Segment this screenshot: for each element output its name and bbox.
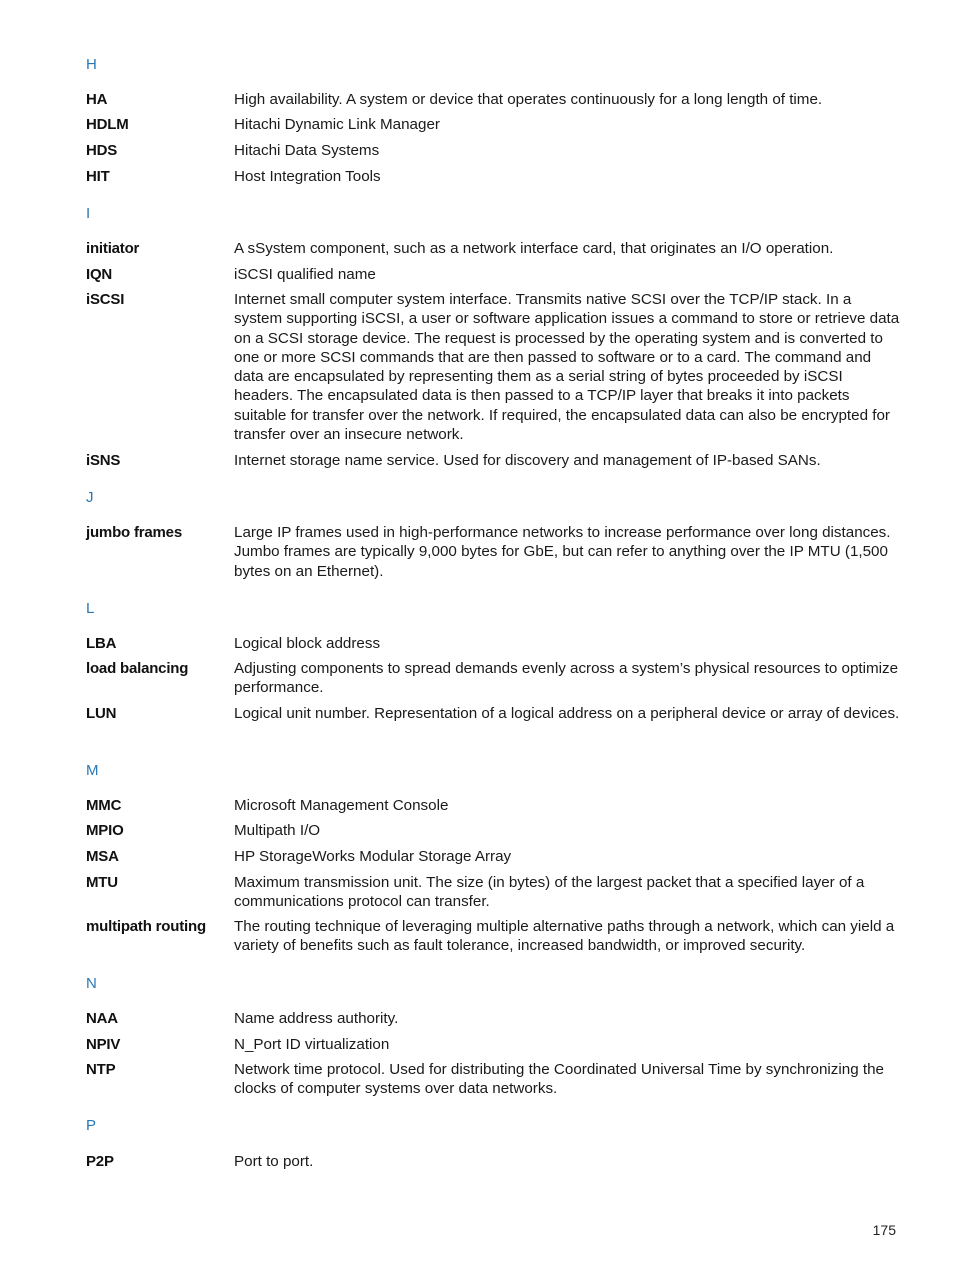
glossary-definition: Adjusting components to spread demands evenly across a system’s physical resources to optimize performance.: [234, 660, 899, 697]
glossary-term: iSNS: [86, 452, 121, 469]
page-number: 175: [872, 1222, 896, 1238]
glossary-definition: Internet storage name service. Used for discovery and management of IP-based SANs.: [234, 452, 821, 469]
glossary-definition: Microsoft Management Console: [234, 797, 449, 814]
glossary-definition: N_Port ID virtualization: [234, 1036, 390, 1053]
glossary-term: LBA: [86, 635, 117, 652]
section-letter-p: P: [86, 1117, 97, 1134]
glossary-term: MMC: [86, 797, 122, 814]
glossary-definition: A sSystem component, such as a network interface card, that originates an I/O operation.: [234, 240, 834, 257]
glossary-term: multipath routing: [86, 918, 206, 935]
glossary-term: iSCSI: [86, 291, 125, 308]
glossary-term: HA: [86, 91, 108, 108]
glossary-term: NTP: [86, 1061, 116, 1078]
glossary-definition: Internet small computer system interface. Transmits native SCSI over the TCP/IP stack. In a system supporting iSCSI, a user or software application issues a command to store or retrieve data on a SCSI storage device. The request is processed by the operating system and is converted to one or more SCSI commands that are then passed to software or to a card. The command and data are encapsulated by representing them as a serial string of bytes proceeded by iSCSI headers. The encapsulated data is then passed to a TCP/IP layer that breaks it into packets suitable for transfer over the network. If required, the encapsulated data can also be encrypted for transfer over an insecure network.: [234, 291, 900, 444]
glossary-definition: Large IP frames used in high-performance networks to increase performance over long distances. Jumbo frames are typically 9,000 bytes for GbE, but can refer to anything over the IP MTU (1,500 bytes on an Ethernet).: [234, 524, 891, 580]
glossary-definition: Logical block address: [234, 635, 381, 652]
glossary-definition: Logical unit number. Representation of a logical address on a peripheral device or array of devices.: [234, 705, 900, 722]
glossary-definition: Multipath I/O: [234, 822, 321, 839]
glossary-definition: High availability. A system or device that operates continuously for a long length of time.: [234, 91, 823, 108]
glossary-term: load balancing: [86, 660, 189, 677]
section-letter-h: H: [86, 56, 97, 73]
glossary-term: HDS: [86, 142, 118, 159]
glossary-definition: Maximum transmission unit. The size (in bytes) of the largest packet that a specified layer of a communications protocol can transfer.: [234, 874, 865, 911]
glossary-definition: Network time protocol. Used for distributing the Coordinated Universal Time by synchronizing the clocks of computer systems over data networks.: [234, 1061, 884, 1098]
section-letter-n: N: [86, 975, 97, 992]
section-letter-j: J: [86, 489, 94, 506]
glossary-definition: Host Integration Tools: [234, 168, 381, 185]
glossary-term: IQN: [86, 266, 113, 283]
glossary-term: HDLM: [86, 116, 129, 133]
glossary-term: P2P: [86, 1153, 114, 1170]
glossary-definition: iSCSI qualified name: [234, 266, 376, 283]
section-letter-i: I: [86, 205, 91, 222]
glossary-term: MSA: [86, 848, 119, 865]
glossary-term: jumbo frames: [86, 524, 182, 541]
glossary-term: LUN: [86, 705, 117, 722]
glossary-definition: Name address authority.: [234, 1010, 399, 1027]
glossary-definition: HP StorageWorks Modular Storage Array: [234, 848, 512, 865]
glossary-term: NPIV: [86, 1036, 121, 1053]
glossary-term: initiator: [86, 240, 140, 257]
glossary-term: HIT: [86, 168, 110, 185]
glossary-definition: Hitachi Dynamic Link Manager: [234, 116, 440, 133]
glossary-definition: The routing technique of leveraging multiple alternative paths through a network, which can yield a variety of benefits such as fault tolerance, increased bandwidth, or improved security.: [234, 918, 895, 955]
glossary-definition: Hitachi Data Systems: [234, 142, 380, 159]
glossary-term: MPIO: [86, 822, 124, 839]
section-letter-m: M: [86, 762, 99, 779]
glossary-term: NAA: [86, 1010, 118, 1027]
glossary-term: MTU: [86, 874, 118, 891]
glossary-definition: Port to port.: [234, 1153, 314, 1170]
section-letter-l: L: [86, 600, 95, 617]
